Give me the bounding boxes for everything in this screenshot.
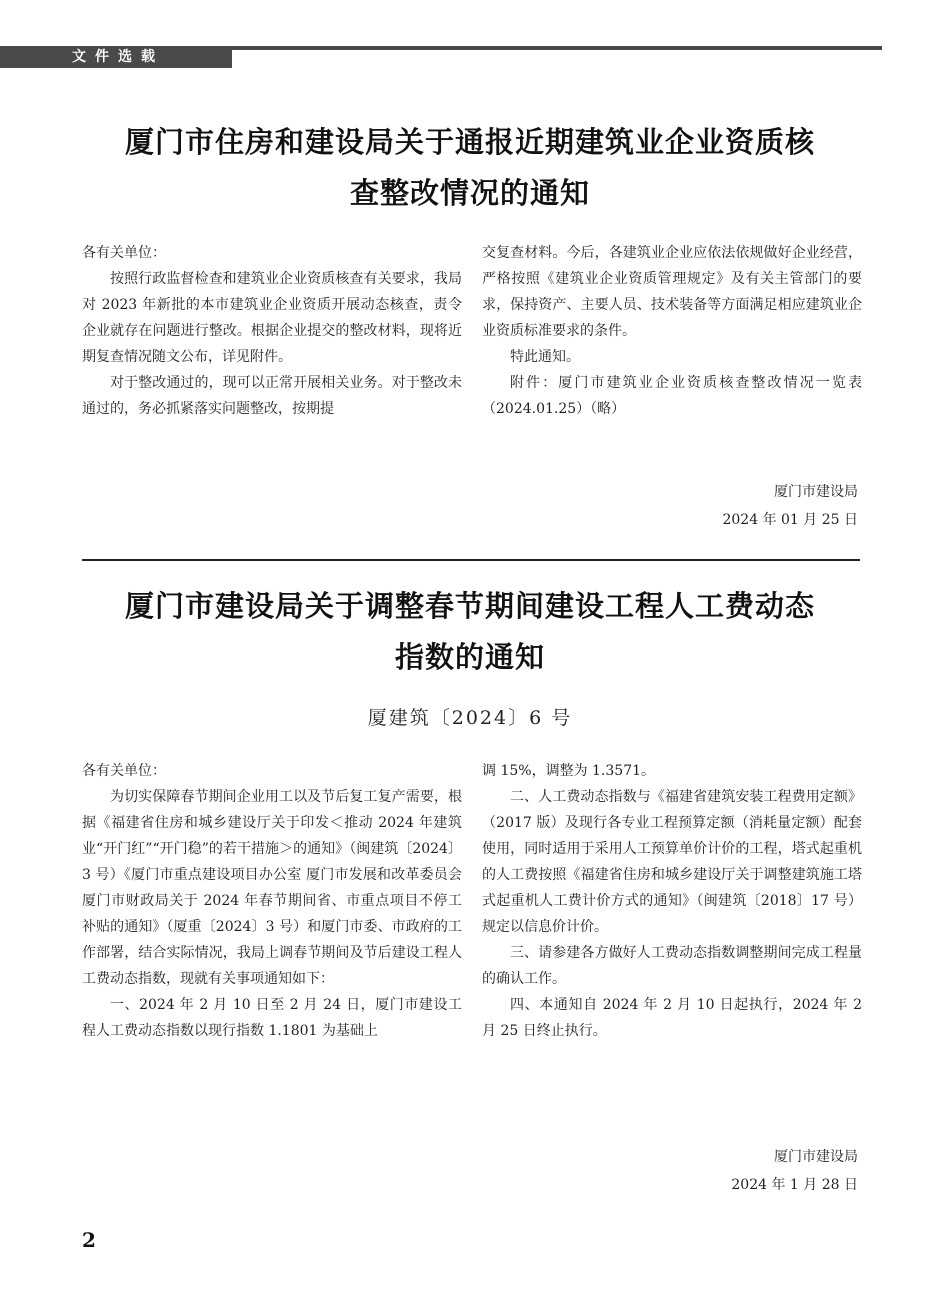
section-label: 文件选载 xyxy=(0,46,232,68)
notice1-title xyxy=(80,117,860,219)
notice2-paragraph-2-end: 调 15%，调整为 1.3571。 xyxy=(482,763,656,779)
notice2-column-right xyxy=(482,758,862,1044)
notice2-paragraph-2-start: 一、2024 年 2 月 10 日至 2 月 24 日，厦门市建设工程人工费动态指数以现行指数 1.1801 为基础上 xyxy=(82,997,462,1039)
notice2-paragraph-5: 四、本通知自 2024 年 2 月 10 日起执行，2024 年 2 月 25 日终止执行。 xyxy=(482,997,862,1039)
notice1-paragraph-1: 按照行政监督检查和建筑业企业资质核查有关要求，我局对 2023 年新批的本市建筑业企业资质开展动态核查，责令企业就存在问题进行整改。根据企业提交的整改材料，现将近期复查情况随文公布，详见附件。 xyxy=(82,271,462,365)
notice1-salutation: 各有关单位： xyxy=(82,245,166,261)
notice2-title xyxy=(80,581,860,683)
page-number: 2 xyxy=(82,1228,96,1252)
notice-divider xyxy=(82,559,860,561)
notice2-salutation: 各有关单位： xyxy=(82,763,166,779)
notice1-date: 2024 年 01 月 25 日 xyxy=(722,512,858,528)
notice2-doc-number: 厦建筑〔2024〕6 号 xyxy=(367,707,573,729)
notice1-paragraph-2-start: 对于整改通过的，现可以正常开展相关业务。对于整改未通过的，务必抓紧落实问题整改，按期提 xyxy=(82,375,462,417)
notice2-signature xyxy=(558,1143,858,1199)
notice1-column-right xyxy=(482,240,862,422)
notice2-title-line2: 指数的通知 xyxy=(394,640,545,674)
notice1-title-line1: 厦门市住房和建设局关于通报近期建筑业企业资质核 xyxy=(124,125,815,159)
notice1-signer: 厦门市建设局 xyxy=(774,484,858,500)
notice1-column-left xyxy=(82,240,462,422)
notice2-column-left xyxy=(82,758,462,1044)
header-rule xyxy=(232,46,882,50)
notice2-signer: 厦门市建设局 xyxy=(774,1149,858,1165)
notice2-date: 2024 年 1 月 28 日 xyxy=(731,1177,858,1193)
notice2-paragraph-4: 三、请参建各方做好人工费动态指数调整期间完成工程量的确认工作。 xyxy=(482,945,862,987)
notice1-paragraph-2-end: 交复查材料。今后，各建筑业企业应依法依规做好企业经营，严格按照《建筑业企业资质管理规定》及有关主管部门的要求，保持资产、主要人员、技术装备等方面满足相应建筑业企业资质标准要求的条件。 xyxy=(482,245,862,339)
notice1-signature xyxy=(558,478,858,534)
notice2-paragraph-3: 二、人工费动态指数与《福建省建筑安装工程费用定额》（2017 版）及现行各专业工程预算定额（消耗量定额）配套使用，同时适用于采用人工预算单价计价的工程，塔式起重机的人工费按照《福建省住房和城乡建设厅关于调整建筑施工塔式起重机人工费计价方式的通知》（闽建筑〔2018〕17 号）规定以信息价计价。 xyxy=(482,789,862,935)
notice2-paragraph-1: 为切实保障春节期间企业用工以及节后复工复产需要，根据《福建省住房和城乡建设厅关于印发＜推动 2024 年建筑业“开门红”“开门稳”的若干措施＞的通知》（闽建筑〔2024〕3 号）《厦门市重点建设项目办公室 厦门市发展和改革委员会 厦门市财政局关于 2024 年春节期间省、市重点项目不停工补贴的通知》（厦重〔2024〕3 号）和厦门市委、市政府的工作部署，结合实际情况，我局上调春节期间及节后建设工程人工费动态指数，现就有关事项通知如下： xyxy=(82,789,462,987)
notice2-title-line1: 厦门市建设局关于调整春节期间建设工程人工费动态 xyxy=(124,589,815,623)
notice1-paragraph-3: 特此通知。 xyxy=(510,349,580,365)
notice1-title-line2: 查整改情况的通知 xyxy=(349,176,590,210)
notice1-attachment: 附件：厦门市建筑业企业资质核查整改情况一览表（2024.01.25）（略） xyxy=(482,375,862,417)
